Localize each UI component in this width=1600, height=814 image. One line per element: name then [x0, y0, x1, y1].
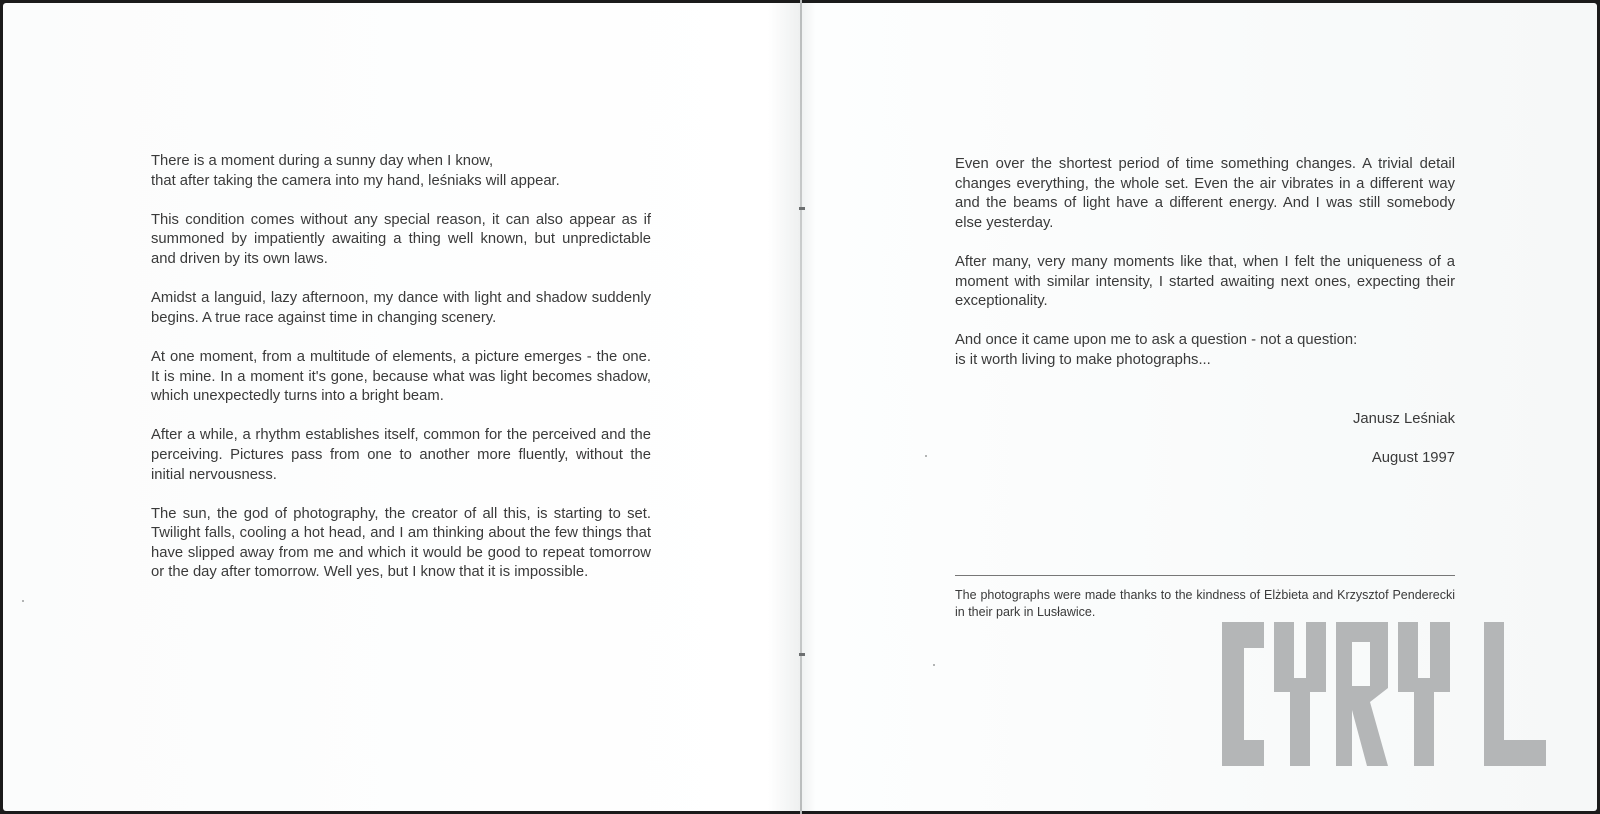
paragraph: Even over the shortest period of time something changes. A trivial detail changes everything, the whole set. Even the air vibrates in a different way and the beams of light have a different energy. And I was still somebody else yesterday. [955, 156, 1455, 231]
book-gutter [800, 0, 802, 814]
left-page-text [151, 152, 651, 603]
gutter-mark [799, 207, 805, 210]
paragraph: After many, very many moments like that, when I felt the uniqueness of a moment with similar intensity, I started awaiting next ones, expecting their exceptionality. [955, 253, 1455, 310]
paper-speck [22, 600, 24, 602]
paper-speck [933, 664, 935, 666]
paragraph: Amidst a languid, lazy afternoon, my dance with light and shadow suddenly begins. A true race against time in changing scenery. [151, 290, 651, 326]
gutter-mark [799, 653, 805, 656]
paragraph: At one moment, from a multitude of elements, a picture emerges - the one. It is mine. In a moment it's gone, because what was light becomes shadow, which unexpectedly turns into a bright beam. [151, 348, 651, 405]
signature-date: August 1997 [1371, 449, 1455, 466]
paragraph: And once it came upon me to ask a question - not a question: is it worth living to make photographs... [955, 332, 1358, 368]
right-page-text [955, 155, 1455, 488]
footnote-rule [955, 575, 1455, 576]
paragraph: After a while, a rhythm establishes itself, common for the perceived and the perceiving. Pictures pass from one to another more fluently, without the initial nervousness. [151, 427, 651, 483]
paragraph: The sun, the god of photography, the creator of all this, is starting to set. Twilight falls, cooling a hot head, and I am thinking about the few things that have slipped away from me and which it would be good to repeat tomorrow or the day after tomorrow. Well yes, but I know that it is impossible. [151, 505, 651, 581]
watermark-letters [1222, 622, 1546, 766]
footnote: The photographs were made thanks to the kindness of Elżbieta and Krzysztof Penderecki in their park in Lusławice. [955, 588, 1455, 619]
paragraph: This condition comes without any special reason, it can also appear as if summoned by impatiently awaiting a thing well known, but unpredictable and driven by its own laws. [151, 211, 651, 267]
paragraph: There is a moment during a sunny day when I know, that after taking the camera into my hand, leśniaks will appear. [151, 153, 560, 189]
signature-author: Janusz Leśniak [1353, 410, 1455, 427]
cyryl-watermark-logo [1222, 622, 1562, 774]
paper-speck [925, 455, 927, 457]
signature [955, 390, 1455, 488]
